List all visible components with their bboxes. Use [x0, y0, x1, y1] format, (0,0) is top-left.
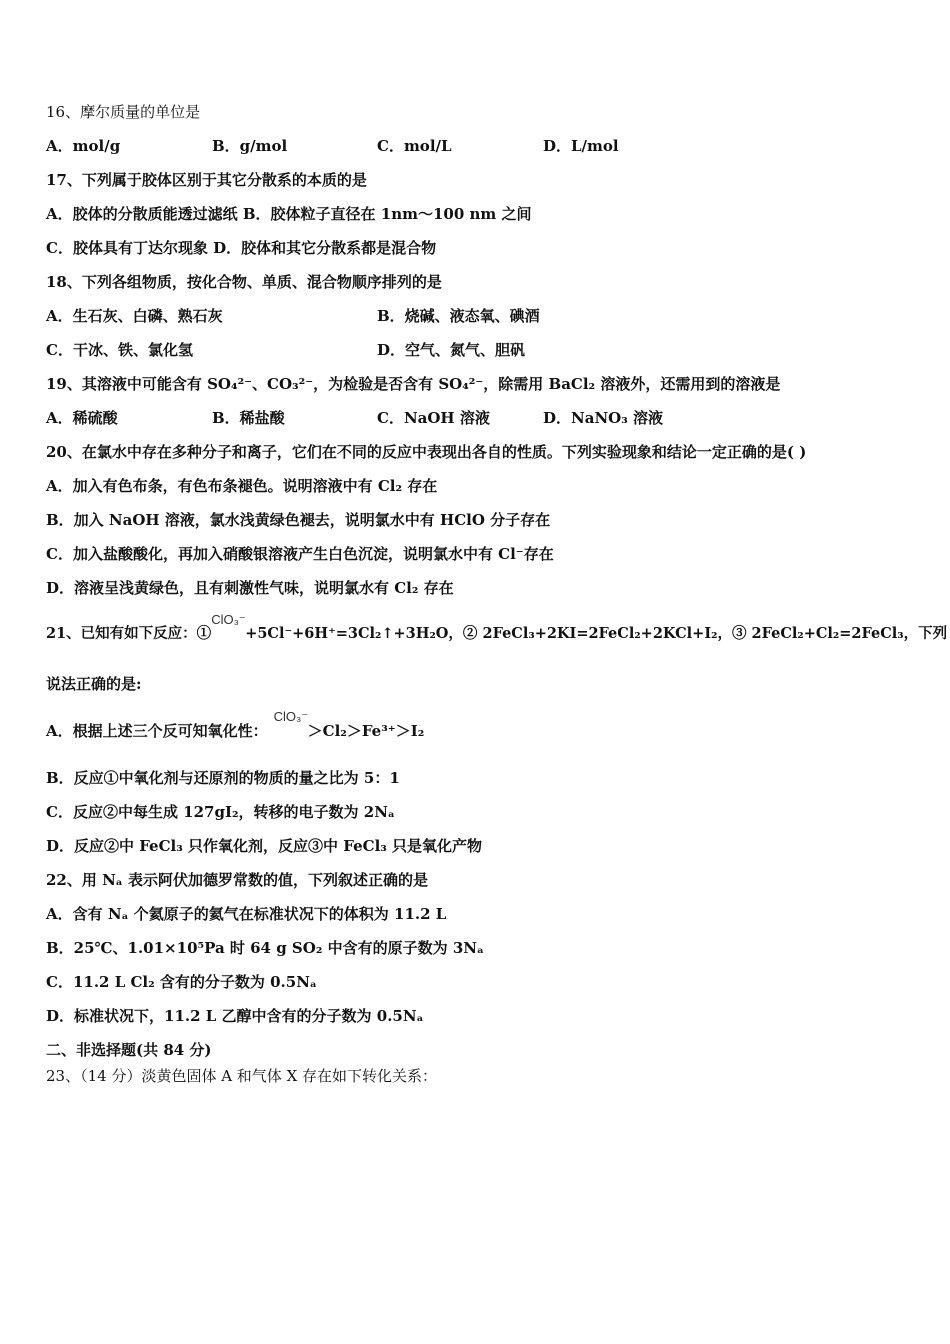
clo3-formula: ClO₃⁻	[211, 612, 246, 627]
q19-stem: 19、其溶液中可能含有 SO₄²⁻、CO₃²⁻，为检验是否含有 SO₄²⁻，除需用 BaCl₂ 溶液外，还需用到的溶液是	[46, 375, 781, 393]
q18-option-a: A．生石灰、白磷、熟石灰	[46, 307, 223, 325]
q21-option-a	[46, 709, 425, 741]
q16-options	[46, 136, 906, 156]
q18-options-ab	[46, 306, 906, 326]
q20-option-d: D．溶液呈浅黄绿色，且有刺激性气味，说明氯水有 Cl₂ 存在	[46, 579, 454, 597]
q22-stem: 22、用 Nₐ 表示阿伏加德罗常数的值，下列叙述正确的是	[46, 871, 429, 889]
q22-option-b: B．25℃、1.01×10⁵Pa 时 64 g SO₂ 中含有的原子数为 3Nₐ	[46, 939, 484, 957]
q20-stem: 20、在氯水中存在多种分子和离子，它们在不同的反应中表现出各自的性质。下列实验现象和结论一定正确的是( )	[46, 443, 807, 461]
q21-stem-continued: 说法正确的是:	[46, 675, 142, 693]
q21-stem-post: +5Cl⁻+6H⁺=3Cl₂↑+3H₂O，② 2FeCl₃+2KI=2FeCl₂+2KCl+I₂，③ 2FeCl₂+Cl₂=2FeCl₃，下列	[245, 625, 948, 642]
q16-stem: 16、摩尔质量的单位是	[46, 103, 201, 121]
q21-option-a-post: ＞Cl₂＞Fe³⁺＞I₂	[307, 722, 425, 740]
q21-stem	[46, 612, 948, 644]
q20-option-b: B．加入 NaOH 溶液，氯水浅黄绿色褪去，说明氯水中有 HClO 分子存在	[46, 511, 551, 529]
q21-option-a-pre: A．根据上述三个反可知氧化性：	[46, 722, 268, 740]
q19-option-c: C．NaOH 溶液	[377, 409, 490, 427]
q18-option-d: D．空气、氮气、胆矾	[377, 341, 526, 359]
q16-option-b: B．g/mol	[212, 137, 288, 155]
clo3-formula: ClO₃⁻	[273, 709, 309, 724]
q17-stem: 17、下列属于胶体区别于其它分散系的本质的是	[46, 171, 367, 189]
q20-option-a: A．加入有色布条，有色布条褪色。说明溶液中有 Cl₂ 存在	[46, 477, 438, 495]
q21-option-b: B．反应①中氧化剂与还原剂的物质的量之比为 5：1	[46, 769, 400, 787]
q16-option-c: C．mol/L	[377, 137, 452, 155]
q17-options-ab: A．胶体的分散质能透过滤纸 B．胶体粒子直径在 1nm～100 nm 之间	[46, 205, 532, 223]
q21-option-c: C．反应②中每生成 127gI₂，转移的电子数为 2Nₐ	[46, 803, 395, 821]
q22-option-a: A．含有 Nₐ 个氦原子的氦气在标准状况下的体积为 11.2 L	[46, 905, 447, 923]
q16-option-d: D．L/mol	[543, 137, 619, 155]
q16-option-a: A．mol/g	[46, 137, 121, 155]
q19-option-d: D．NaNO₃ 溶液	[543, 409, 664, 427]
q18-stem: 18、下列各组物质，按化合物、单质、混合物顺序排列的是	[46, 273, 442, 291]
q18-options-cd	[46, 340, 906, 360]
q22-option-c: C．11.2 L Cl₂ 含有的分子数为 0.5Nₐ	[46, 973, 317, 991]
q21-option-d: D．反应②中 FeCl₃ 只作氧化剂，反应③中 FeCl₃ 只是氧化产物	[46, 837, 483, 855]
q18-option-b: B．烧碱、液态氧、碘酒	[377, 307, 540, 325]
q19-option-b: B．稀盐酸	[212, 409, 285, 427]
q17-options-cd: C．胶体具有丁达尔现象 D．胶体和其它分散系都是混合物	[46, 239, 437, 257]
q22-option-d: D．标准状况下，11.2 L 乙醇中含有的分子数为 0.5Nₐ	[46, 1007, 424, 1025]
q19-option-a: A．稀硫酸	[46, 409, 118, 427]
q18-option-c: C．干冰、铁、氯化氢	[46, 341, 193, 359]
q23-stem: 23、（14 分）淡黄色固体 A 和气体 X 存在如下转化关系：	[46, 1067, 438, 1085]
q21-stem-pre: 21、已知有如下反应：①	[46, 625, 212, 642]
q20-option-c: C．加入盐酸酸化，再加入硝酸银溶液产生白色沉淀，说明氯水中有 Cl⁻存在	[46, 545, 554, 563]
q19-options	[46, 408, 906, 428]
section-heading: 二、非选择题(共 84 分)	[46, 1041, 212, 1059]
